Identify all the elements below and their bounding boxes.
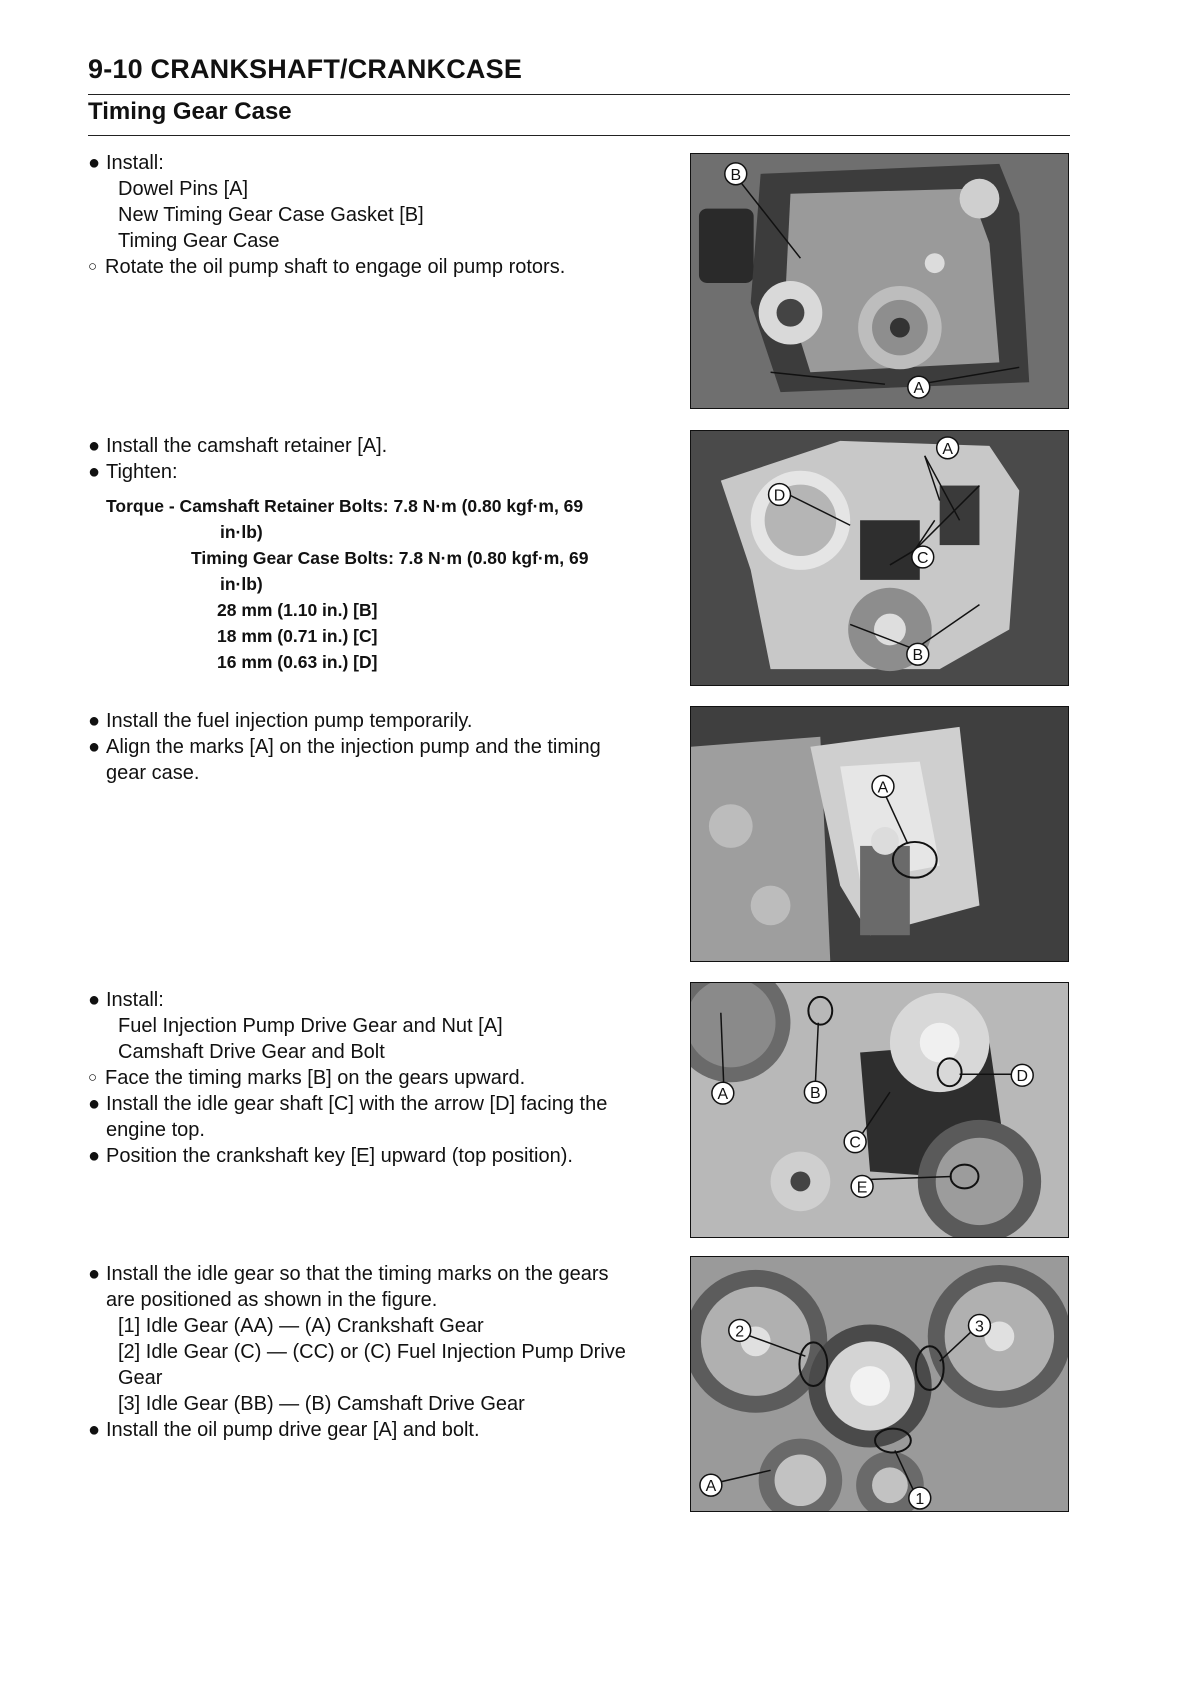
torque-line: Timing Gear Case Bolts: 7.8 N·m (0.80 kgf·m, 69 <box>191 548 589 568</box>
torque-line: Torque - Camshaft Retainer Bolts: 7.8 N·m (0.80 kgf·m, 69 <box>106 496 584 516</box>
sub-line: Dowel Pins [A] <box>118 178 249 200</box>
note-line: ○ Face the timing marks [B] on the gears upward. <box>88 1067 526 1089</box>
bullet-line: ● Install the oil pump drive gear [A] and bolt. <box>88 1419 480 1441</box>
torque-line: in·lb) <box>220 522 263 542</box>
bullet-line: ● Position the crankshaft key [E] upward (top position). <box>88 1145 573 1167</box>
step-3-text <box>88 708 668 786</box>
step-1-text <box>88 150 668 280</box>
bullet-line: ● Install: <box>88 152 164 174</box>
step-5-text <box>88 1261 668 1443</box>
figure-label: E <box>856 1179 868 1197</box>
figure-injection-pump-marks <box>690 706 1069 962</box>
title-rule <box>88 94 1070 95</box>
sub-line: Camshaft Drive Gear and Bolt <box>118 1041 385 1063</box>
bolt-length: 28 mm (1.10 in.) [B] <box>217 600 378 620</box>
sub-line: New Timing Gear Case Gasket [B] <box>118 204 424 226</box>
sub-line: Timing Gear Case <box>118 230 280 252</box>
sub-line: [1] Idle Gear (AA) — (A) Crankshaft Gear <box>118 1315 484 1337</box>
figure-label: A <box>717 1086 729 1104</box>
sub-line: Gear <box>118 1367 163 1389</box>
section-title: Timing Gear Case <box>88 98 292 125</box>
figure-label: 2 <box>735 1323 745 1341</box>
figure-drive-gears <box>690 982 1069 1238</box>
bullet-line: ● Install the fuel injection pump temporarily. <box>88 710 473 732</box>
continuation-line: are positioned as shown in the figure. <box>106 1289 438 1311</box>
bullet-line: ● Install the idle gear so that the timing marks on the gears <box>88 1263 609 1285</box>
figure-label: A <box>942 440 953 458</box>
bullet-line: ● Install the idle gear shaft [C] with the arrow [D] facing the <box>88 1093 608 1115</box>
note-line: ○ Rotate the oil pump shaft to engage oil pump rotors. <box>88 256 566 278</box>
bolt-length: 18 mm (0.71 in.) [C] <box>217 626 378 646</box>
figure-label: D <box>773 487 786 505</box>
continuation-line: engine top. <box>106 1119 205 1141</box>
figure-label: A <box>913 380 925 398</box>
figure-label: B <box>730 166 742 184</box>
figure-label: A <box>705 1478 717 1496</box>
figure-label: B <box>810 1085 821 1103</box>
figure-label: A <box>877 779 889 797</box>
figure-label: C <box>849 1134 861 1152</box>
torque-spec <box>106 493 588 675</box>
figure-camshaft-retainer <box>690 430 1069 686</box>
torque-line: in·lb) <box>220 574 263 594</box>
figure-idle-gear-marks <box>690 1256 1069 1512</box>
chapter-title: 9-10 CRANKSHAFT/CRANKCASE <box>88 54 523 84</box>
figure-label: C <box>917 549 929 567</box>
bullet-line: ● Install the camshaft retainer [A]. <box>88 435 388 457</box>
figure-timing-gear-case-gasket <box>690 153 1069 409</box>
bolt-length: 16 mm (0.63 in.) [D] <box>217 652 378 672</box>
step-4-text <box>88 987 668 1169</box>
figure-label: 3 <box>975 1318 984 1336</box>
sub-line: [3] Idle Gear (BB) — (B) Camshaft Drive Gear <box>118 1393 525 1415</box>
figure-label: B <box>912 647 924 665</box>
sub-line: Fuel Injection Pump Drive Gear and Nut [A] <box>118 1015 503 1037</box>
bullet-line: ● Align the marks [A] on the injection pump and the timing <box>88 736 601 758</box>
bullet-line: ● Install: <box>88 989 164 1011</box>
step-2-text <box>88 433 668 485</box>
bullet-line: ● Tighten: <box>88 461 178 483</box>
figure-label: 1 <box>915 1491 925 1509</box>
figure-label: D <box>1016 1068 1028 1086</box>
sub-line: [2] Idle Gear (C) — (CC) or (C) Fuel Injection Pump Drive <box>118 1341 626 1363</box>
continuation-line: gear case. <box>106 762 200 784</box>
section-rule <box>88 135 1070 136</box>
